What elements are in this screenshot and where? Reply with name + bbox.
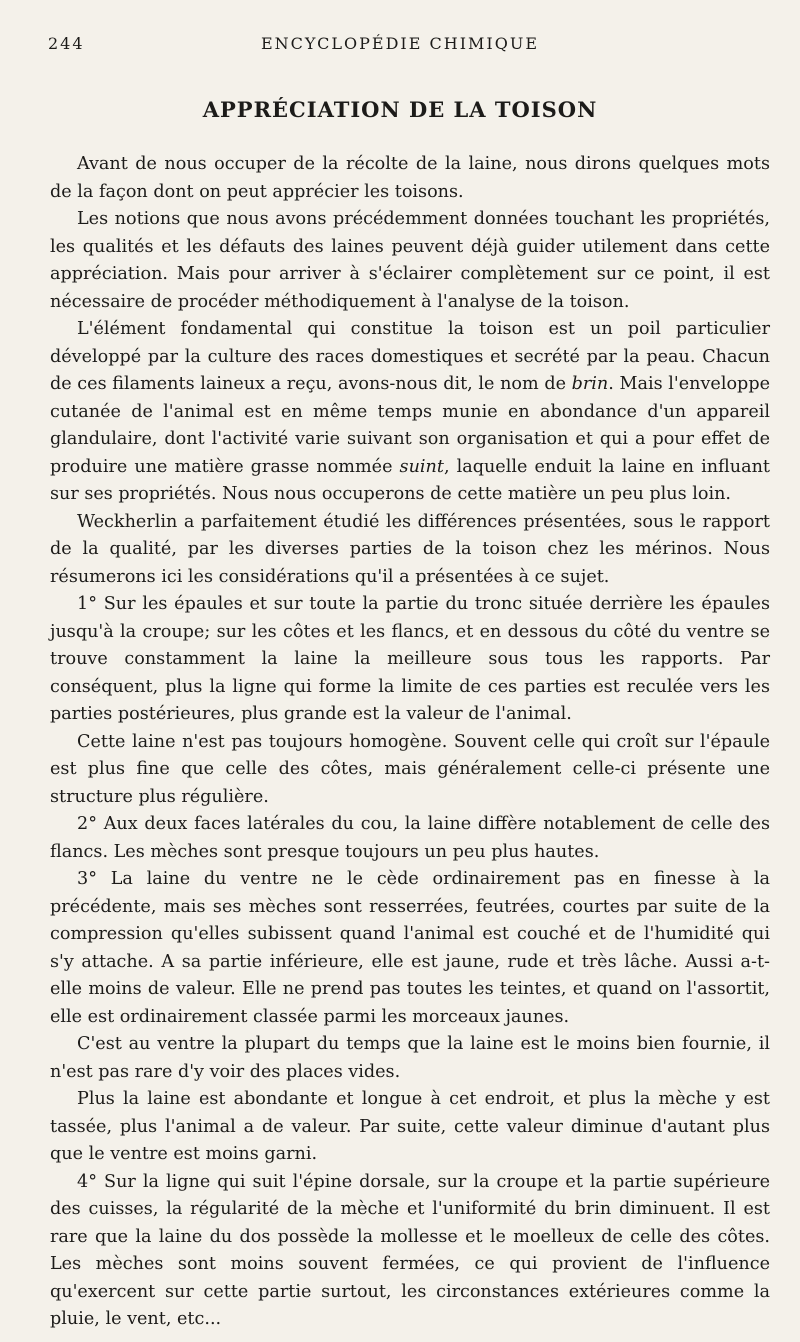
term-brin: brin [571,374,609,394]
paragraph-4: Weckherlin a parfaitement étudié les différences présentées, sous le rapport de la qualité, par les diverses parties de la toison chez les mérinos. Nous résumerons ici les considérations qu'il a présentées à ce sujet. [50,511,770,587]
paragraph-3-part-a: L'élément fondamental qui constitue la toison est un poil particulier développé par la culture des races domestiques et secrété par la peau. Chacun de ces filaments laineux a reçu, avons-nous dit, le nom de [50,319,770,394]
paragraph-3 [50,316,770,509]
running-header [48,34,752,58]
section-title: APPRÉCIATION DE LA TOISON [202,97,598,122]
paragraph-3-part-c: , laquelle enduit la laine en influant sur ses propriétés. Nous nous occuperons de cette matière un peu plus loin. [50,456,770,504]
paragraph-7: 2° Aux deux faces latérales du cou, la laine diffère notablement de celle des flancs. Les mèches sont presque toujours un peu plus hautes. [50,814,770,862]
paragraph-2: Les notions que nous avons précédemment données touchant les propriétés, les qualités et les défauts des laines peuvent déjà guider utilement dans cette appréciation. Mais pour arriver à s'éclairer complètement sur ce point, il est nécessaire de procéder méthodiquement à l'analyse de la toison. [50,209,770,312]
paragraph-9: C'est au ventre la plupart du temps que la laine est le moins bien fournie, il n'est pas rare d'y voir des places vides. [50,1034,770,1082]
paragraph-8: 3° La laine du ventre ne le cède ordinairement pas en finesse à la précédente, mais ses mèches sont resserrées, feutrées, courtes par suite de la compression qu'elles subissent quand l'animal est couché et de l'humidité qui s'y attache. A sa partie inférieure, elle est jaune, rude et très lâche. Aussi a-t-elle moins de valeur. Elle ne prend pas toutes les teintes, et quand on l'assortit, elle est ordinairement classée parmi les morceaux jaunes. [50,869,770,1027]
paragraph-11: 4° Sur la ligne qui suit l'épine dorsale, sur la croupe et la partie supérieure des cuisses, la régularité de la mèche et l'uniformité du brin diminuent. Il est rare que la laine du dos possède la mollesse et le moelleux de celle des côtes. Les mèches sont moins souvent fermées, ce qui provient de l'influence qu'exercent sur cette partie surtout, les circonstances extérieures comme la pluie, le vent, etc... [50,1171,770,1329]
paragraph-5: 1° Sur les épaules et sur toute la partie du tronc située derrière les épaules jusqu'à la croupe; sur les côtes et les flancs, et en dessous du côté du ventre se trouve constamment la laine la meilleure sous tous les rapports. Par conséquent, plus la ligne qui forme la limite de ces parties est reculée vers les parties postérieures, plus grande est la valeur de l'animal. [50,594,770,724]
running-title: ENCYCLOPÉDIE CHIMIQUE [260,34,540,53]
page-number: 244 [48,34,85,53]
paragraph-3-part-b: . Mais l'enveloppe cutanée de l'animal est en même temps munie en abondance d'un appareil glandulaire, dont l'activité varie suivant son organisation et qui a pour effet de produire une matière grasse nommée [50,374,770,477]
paragraph-6: Cette laine n'est pas toujours homogène. Souvent celle qui croît sur l'épaule est plus fine que celle des côtes, mais généralement celle-ci présente une structure plus régulière. [50,731,770,807]
term-suint: suint [399,456,444,477]
paragraph-1: Avant de nous occuper de la récolte de la laine, nous dirons quelques mots de la façon dont on peut apprécier les toisons. [50,154,770,202]
paragraph-10: Plus la laine est abondante et longue à cet endroit, et plus la mèche y est tassée, plus l'animal a de valeur. Par suite, cette valeur diminue d'autant plus que le ventre est moins garni. [50,1089,770,1164]
body-text [50,151,770,1334]
